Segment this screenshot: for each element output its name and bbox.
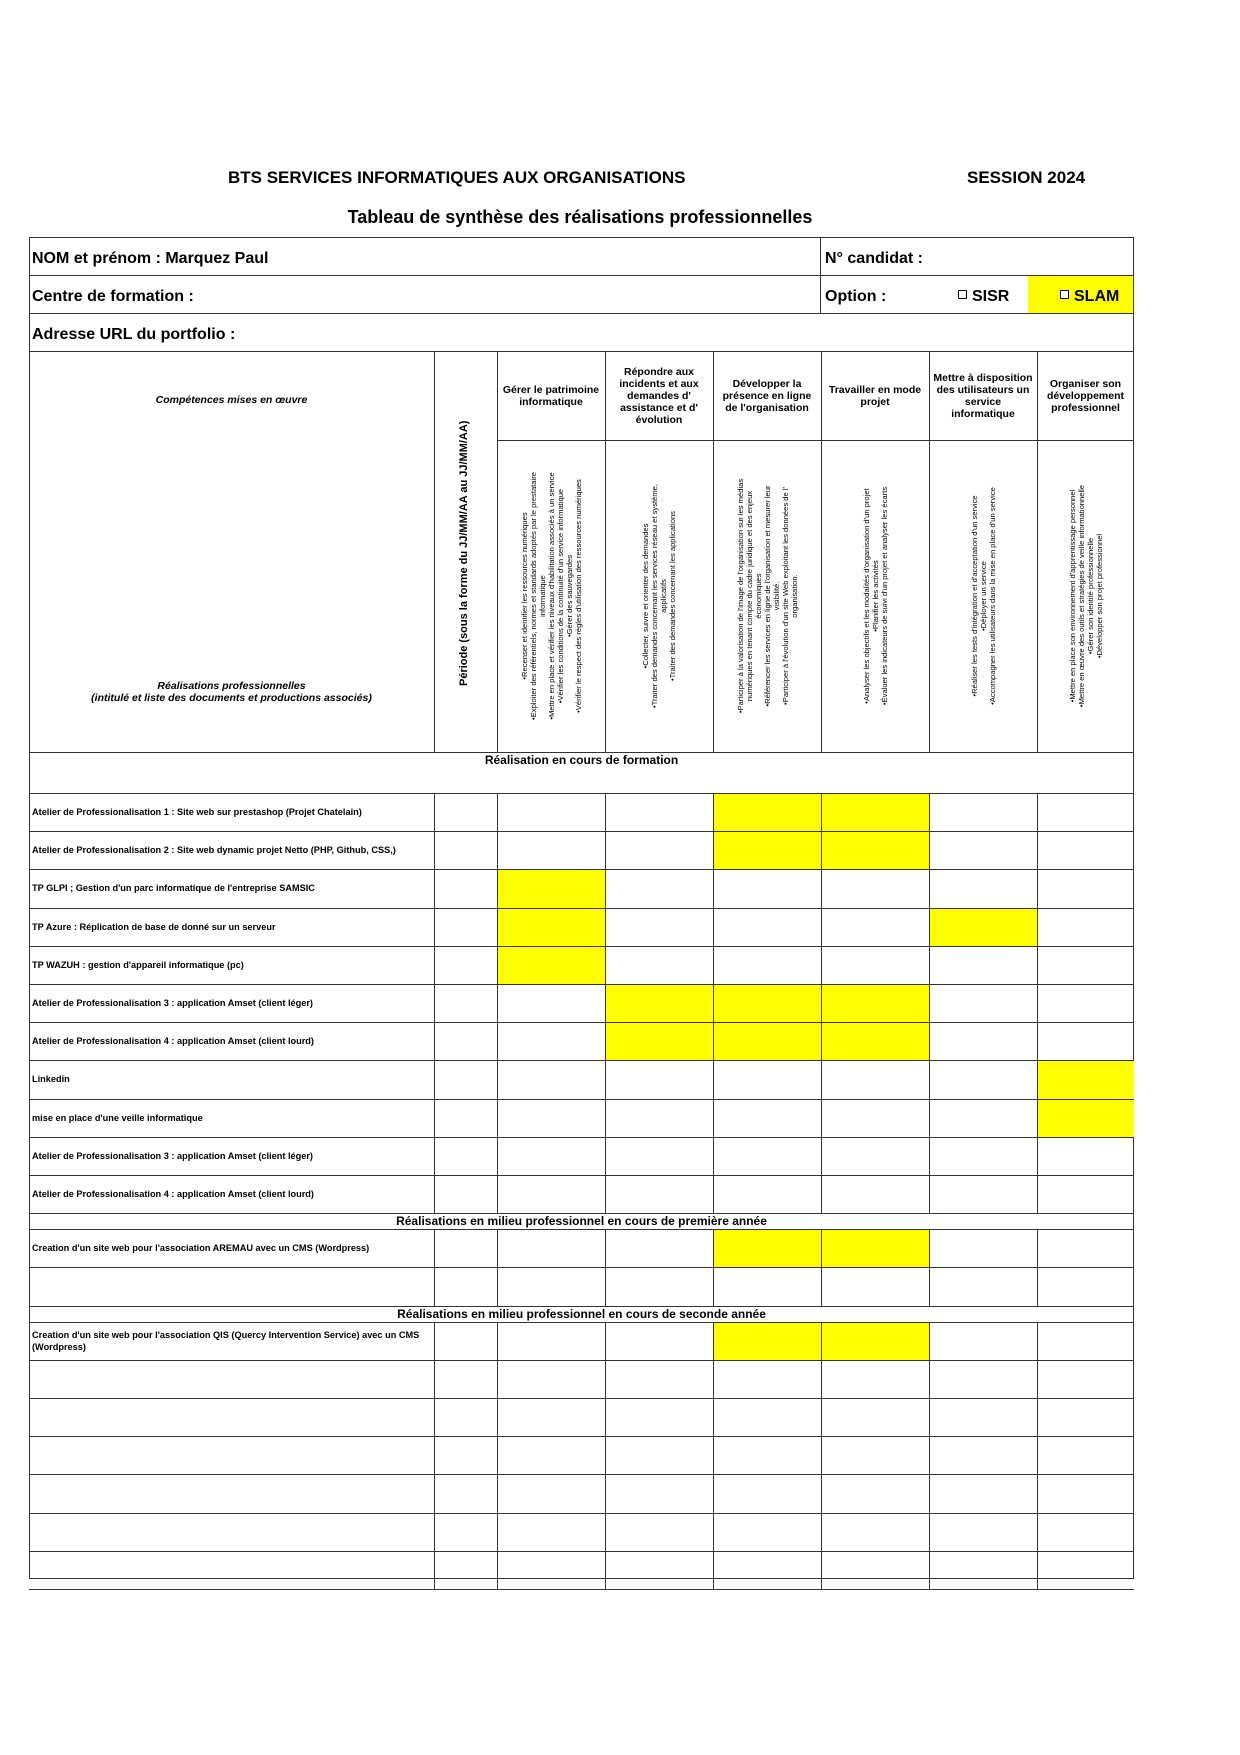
divider <box>713 908 714 946</box>
divider <box>713 1398 714 1436</box>
candidate-number-label: N° candidat : <box>825 250 923 267</box>
competence-mark <box>930 909 1037 946</box>
competence-mark <box>714 832 821 869</box>
divider <box>929 984 930 1022</box>
competence-items-text <box>736 443 799 749</box>
competence-mark <box>714 1023 821 1060</box>
competence-item: •Participer à l'évolution d'un site Web exploitant les données de l' <box>780 487 790 705</box>
competence-item: •Traiter des demandes concernant les services réseau et système, <box>650 484 659 708</box>
divider <box>497 1322 498 1360</box>
divider <box>605 1060 606 1098</box>
divider <box>434 1513 435 1551</box>
sisr-checkbox-icon[interactable] <box>958 290 967 299</box>
competence-title: Organiser son développement professionnel <box>1046 377 1125 414</box>
divider <box>713 793 714 831</box>
option-sisr-label: SISR <box>972 288 1010 305</box>
divider <box>929 1474 930 1512</box>
competence-item: •Mettre en œuvre des outils et stratégies de veille informationnelle <box>1076 484 1086 708</box>
divider <box>1037 1022 1038 1060</box>
competence-items-text <box>1068 443 1104 749</box>
divider <box>713 1060 714 1098</box>
competence-items-text <box>520 443 583 749</box>
realisation-label: TP GLPI ; Gestion d'un parc informatique de l'entreprise SAMSIC <box>32 883 315 894</box>
divider <box>605 793 606 831</box>
competence-item: •Analyser les objectifs et les modalités d'organisation d'un projet <box>861 488 871 704</box>
competence-item: informatique <box>537 575 547 617</box>
divider <box>1037 1360 1038 1398</box>
competence-mark <box>822 985 929 1022</box>
divider <box>821 908 822 946</box>
realisation-label: Linkedin <box>32 1074 70 1085</box>
divider <box>1037 1513 1038 1551</box>
divider <box>605 908 606 946</box>
competence-item: •Évaluer les indicateurs de suivi d'un projet et analyser les écarts <box>879 486 889 706</box>
divider <box>434 869 435 907</box>
competence-item: •Exploiter des référentiels, normes et standards adoptés par le prestataire <box>528 472 538 720</box>
divider <box>821 869 822 907</box>
divider <box>1037 1436 1038 1474</box>
divider <box>605 984 606 1022</box>
realisation-label <box>32 1398 427 1436</box>
competence-item: numériques en tenant compte du cadre juridique et des enjeux <box>744 490 754 702</box>
divider <box>821 946 822 984</box>
competence-item: •Gérer des sauvegardes <box>564 555 574 638</box>
divider <box>1037 984 1038 1022</box>
competence-mark <box>498 909 605 946</box>
competence-mark <box>822 1323 929 1360</box>
divider <box>1037 1137 1038 1175</box>
divider <box>821 1022 822 1060</box>
divider <box>1037 1229 1038 1267</box>
competence-items <box>605 443 713 749</box>
divider <box>434 1022 435 1060</box>
competence-item: •Accompagner les utilisateurs dans la mise en place d'un service <box>987 487 997 705</box>
competence-mark <box>606 985 713 1022</box>
competence-item: •Collecter, suivre et orienter des demandes <box>641 523 650 669</box>
divider <box>713 1322 714 1360</box>
training-centre-label: Centre de formation : <box>32 288 194 305</box>
competence-item: •Développer son projet professionnel <box>1094 533 1104 659</box>
competence-items <box>1037 443 1134 749</box>
divider <box>713 1513 714 1551</box>
divider <box>713 1436 714 1474</box>
divider <box>434 1137 435 1175</box>
divider <box>497 793 498 831</box>
divider <box>605 1137 606 1175</box>
divider <box>29 275 1134 276</box>
divider <box>497 1137 498 1175</box>
divider <box>1037 831 1038 869</box>
divider <box>605 1398 606 1436</box>
divider <box>821 1360 822 1398</box>
realisation-label <box>32 1267 427 1305</box>
divider <box>713 1267 714 1305</box>
competence-mark <box>822 832 929 869</box>
divider <box>497 1022 498 1060</box>
divider <box>929 908 930 946</box>
divider <box>1037 1060 1038 1098</box>
divider <box>605 831 606 869</box>
competence-mark <box>714 1323 821 1360</box>
divider <box>434 1099 435 1137</box>
realisation-label: mise en place d'une veille informatique <box>32 1112 203 1123</box>
divider <box>434 1360 435 1398</box>
divider <box>929 1267 930 1305</box>
divider <box>713 1474 714 1512</box>
competence-item: •Déployer un service <box>978 561 988 631</box>
section-title: Réalisations en milieu professionnel en cours de seconde année <box>397 1306 766 1321</box>
divider <box>821 831 822 869</box>
divider <box>929 1360 930 1398</box>
divider <box>434 908 435 946</box>
competence-title: Gérer le patrimoine informatique <box>502 383 600 408</box>
divider <box>434 1436 435 1474</box>
competence-items-text <box>970 443 997 749</box>
divider <box>821 1474 822 1512</box>
divider <box>497 1360 498 1398</box>
competence-title: Développer la présence en ligne de l'organisation <box>722 377 812 414</box>
competence-item: •Participer à la valorisation de l'image de l'organisation sur les médias <box>735 478 745 714</box>
realisation-label: TP WAZUH : gestion d'appareil informatique (pc) <box>32 959 244 970</box>
divider <box>29 1589 1134 1590</box>
competence-item: •Réaliser les tests d'intégration et d'acceptation d'un service <box>969 495 979 697</box>
divider <box>821 1060 822 1098</box>
divider <box>497 1175 498 1213</box>
divider <box>497 869 498 907</box>
divider <box>434 1267 435 1305</box>
divider <box>713 946 714 984</box>
divider <box>821 1267 822 1305</box>
competence-mark <box>714 1230 821 1267</box>
divider <box>434 1551 435 1589</box>
divider <box>821 1436 822 1474</box>
divider <box>713 1099 714 1137</box>
divider <box>929 831 930 869</box>
competence-mark <box>498 870 605 907</box>
divider <box>821 1513 822 1551</box>
divider <box>434 1398 435 1436</box>
divider <box>1037 1267 1038 1305</box>
divider <box>434 351 435 752</box>
divider <box>929 1099 930 1137</box>
divider <box>929 1060 930 1098</box>
portfolio-url-label: Adresse URL du portfolio : <box>32 326 236 343</box>
divider <box>497 908 498 946</box>
competence-item: organisation. <box>789 574 799 618</box>
realisation-label: Atelier de Professionalisation 1 : Site web sur prestashop (Projet Chatelain) <box>32 807 362 818</box>
divider <box>929 946 930 984</box>
competence-item: •Planifier les activités <box>870 560 880 632</box>
divider <box>929 793 930 831</box>
divider <box>1037 1099 1038 1137</box>
divider <box>713 1551 714 1589</box>
divider <box>605 351 606 752</box>
competence-mark <box>606 1023 713 1060</box>
competence-items-text <box>862 443 889 749</box>
competence-item: •Référencer les services en ligne de l'organisation et mesurer leur <box>762 485 772 707</box>
divider <box>497 831 498 869</box>
competence-mark <box>822 794 929 831</box>
divider <box>434 1474 435 1512</box>
page-header <box>0 168 1240 194</box>
divider <box>1037 1398 1038 1436</box>
competence-mark <box>822 1023 929 1060</box>
name-label: NOM et prénom : Marquez Paul <box>32 250 269 267</box>
divider <box>497 1513 498 1551</box>
divider <box>1037 946 1038 984</box>
divider <box>605 1513 606 1551</box>
divider <box>605 946 606 984</box>
divider <box>1037 869 1038 907</box>
divider <box>1037 1322 1038 1360</box>
divider <box>929 1322 930 1360</box>
option-sisr[interactable] <box>958 288 1009 306</box>
realisation-label: Creation d'un site web pour l'association AREMAU avec un CMS (Wordpress) <box>32 1243 370 1254</box>
divider <box>605 1360 606 1398</box>
divider <box>820 237 821 313</box>
divider <box>497 351 498 752</box>
session-label: SESSION 2024 <box>967 168 1086 187</box>
periode-label: Période (sous la forme du JJ/MM/AA au JJ/MM/AA) <box>458 420 470 686</box>
divider <box>1037 1175 1038 1213</box>
competence-item: •Vérifier les conditions de la continuité d'un service informatique <box>555 488 565 704</box>
competence-mark <box>1038 1061 1134 1098</box>
divider <box>821 1229 822 1267</box>
divider <box>497 946 498 984</box>
divider <box>434 1229 435 1267</box>
divider <box>605 1267 606 1305</box>
divider <box>1037 908 1038 946</box>
divider <box>713 1229 714 1267</box>
divider <box>434 793 435 831</box>
competence-item: •Vérifier le respect des règles d'utilisation des ressources numériques <box>573 479 583 713</box>
competence-mark <box>714 985 821 1022</box>
divider <box>1037 1551 1038 1589</box>
option-slam-label: SLAM <box>1074 288 1120 305</box>
divider <box>605 1436 606 1474</box>
competence-items <box>821 443 929 749</box>
divider <box>929 1229 930 1267</box>
slam-checkbox-icon[interactable] <box>1060 290 1069 299</box>
divider <box>821 1099 822 1137</box>
divider <box>713 1022 714 1060</box>
divider <box>497 440 1134 441</box>
divider <box>29 793 1134 794</box>
realisation-label: Atelier de Professionalisation 4 : application Amset (client lourd) <box>32 1189 314 1200</box>
competence-item: •Traiter des demandes concernant les applications <box>668 511 677 681</box>
divider <box>29 351 1134 352</box>
competence-mark <box>822 1230 929 1267</box>
competence-item: visibilité. <box>771 581 781 611</box>
realisation-label <box>32 1551 427 1589</box>
divider <box>713 1175 714 1213</box>
divider <box>713 831 714 869</box>
realisation-label <box>32 1513 427 1551</box>
section-title: Réalisation en cours de formation <box>484 753 679 767</box>
divider <box>821 793 822 831</box>
divider <box>434 984 435 1022</box>
competence-items <box>929 443 1037 749</box>
divider <box>1037 1474 1038 1512</box>
divider <box>605 1022 606 1060</box>
competence-title: Mettre à disposition des utilisateurs un service informatique <box>933 371 1033 420</box>
divider <box>929 351 930 752</box>
divider <box>821 351 822 752</box>
divider <box>497 1398 498 1436</box>
document-subtitle: Tableau de synthèse des réalisations professionnelles <box>347 207 813 227</box>
competence-item: •Mettre en place et vérifier les niveaux d'habilitation associés à un service <box>546 472 556 720</box>
competence-items <box>713 443 821 749</box>
divider <box>497 1060 498 1098</box>
divider <box>1037 793 1038 831</box>
divider <box>605 1551 606 1589</box>
divider <box>605 1474 606 1512</box>
divider <box>605 869 606 907</box>
competence-items <box>497 443 605 749</box>
divider <box>821 1137 822 1175</box>
divider <box>434 1322 435 1360</box>
divider <box>929 869 930 907</box>
competence-title: Travailler en mode projet <box>828 383 922 408</box>
divider <box>434 946 435 984</box>
option-label: Option : <box>825 288 887 305</box>
divider <box>605 1175 606 1213</box>
competence-title: Répondre aux incidents et aux demandes d' assistance et d' évolution <box>619 365 699 426</box>
divider <box>605 1229 606 1267</box>
divider <box>821 1398 822 1436</box>
divider <box>713 984 714 1022</box>
divider <box>434 1060 435 1098</box>
divider <box>929 1022 930 1060</box>
realisation-label: TP Azure : Réplication de base de donné sur un serveur <box>32 921 276 932</box>
competences-label: Compétences mises en œuvre <box>155 394 308 406</box>
divider <box>497 1267 498 1305</box>
competence-item: •Mettre en place son environnement d'apprentissage personnel <box>1067 489 1077 703</box>
competence-item: •Gérer son identité professionnelle <box>1085 537 1095 655</box>
realisation-label: Atelier de Professionalisation 4 : application Amset (client lourd) <box>32 1036 314 1047</box>
section-title: Réalisations en milieu professionnel en cours de première année <box>396 1214 767 1229</box>
competence-item: applicatifs <box>659 579 668 613</box>
realisation-label <box>32 1474 427 1512</box>
exam-title: BTS SERVICES INFORMATIQUES AUX ORGANISATIONS <box>228 168 686 187</box>
divider <box>929 1175 930 1213</box>
divider <box>605 1322 606 1360</box>
divider <box>821 984 822 1022</box>
divider <box>929 1398 930 1436</box>
divider <box>497 1099 498 1137</box>
divider <box>434 1175 435 1213</box>
divider <box>929 1513 930 1551</box>
divider <box>929 1436 930 1474</box>
divider <box>713 869 714 907</box>
realisation-label: Creation d'un site web pour l'association QIS (Quercy Intervention Service) avec un CMS (Wordpress) <box>32 1329 420 1352</box>
divider <box>497 1551 498 1589</box>
realisation-label <box>32 1360 427 1398</box>
competence-mark <box>714 794 821 831</box>
divider <box>1037 351 1038 752</box>
divider <box>605 1099 606 1137</box>
realisations-sublabel: (intitulé et liste des documents et productions associés) <box>91 692 372 704</box>
realisation-label <box>32 1436 427 1474</box>
divider <box>929 1137 930 1175</box>
divider <box>29 313 1134 314</box>
realisation-label: Atelier de Professionalisation 3 : application Amset (client léger) <box>32 998 313 1009</box>
divider <box>929 1551 930 1589</box>
divider <box>821 1175 822 1213</box>
competence-item: •Recenser et identifier les ressources numériques <box>519 512 529 680</box>
competence-mark <box>1038 1100 1134 1137</box>
divider <box>713 351 714 752</box>
divider <box>713 1360 714 1398</box>
divider <box>497 1436 498 1474</box>
divider <box>713 1137 714 1175</box>
realisation-label: Atelier de Professionalisation 3 : application Amset (client léger) <box>32 1150 313 1161</box>
competence-item: économiques <box>753 573 763 619</box>
competence-items-text <box>641 443 677 749</box>
option-slam[interactable] <box>1060 288 1119 306</box>
divider <box>497 984 498 1022</box>
divider <box>821 1322 822 1360</box>
divider <box>497 1229 498 1267</box>
divider <box>497 1474 498 1512</box>
competence-mark <box>498 947 605 984</box>
divider <box>434 831 435 869</box>
divider <box>821 1551 822 1589</box>
realisations-label: Réalisations professionnelles <box>157 680 306 692</box>
realisation-label: Atelier de Professionalisation 2 : Site web dynamic projet Netto (PHP, Github, CSS,) <box>32 845 396 856</box>
